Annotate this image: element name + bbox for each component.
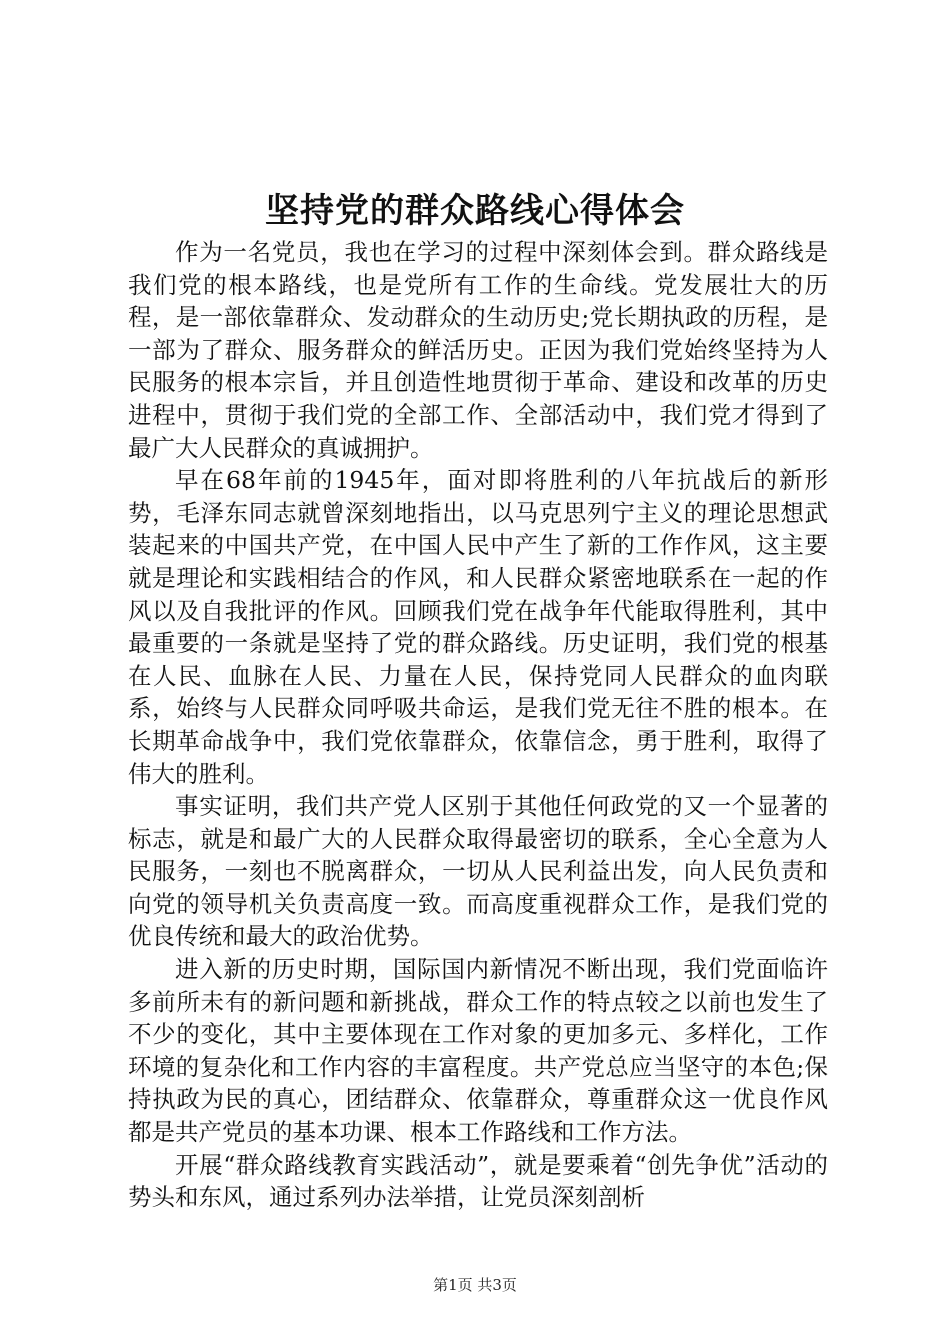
paragraph-5: 开展“群众路线教育实践活动”，就是要乘着“创先争优”活动的势头和东风，通过系列办法举措，让党员深刻剖析	[128, 1150, 828, 1212]
document-title: 坚持党的群众路线心得体会	[265, 191, 685, 231]
paragraph-3: 事实证明，我们共产党人区别于其他任何政党的又一个显著的标志，就是和最广大的人民群众取得最密切的联系，全心全意为人民服务，一刻也不脱离群众，一切从人民利益出发，向人民负责和向党的领导机关负责高度一致。而高度重视群众工作，是我们党的优良传统和最大的政治优势。	[128, 792, 828, 951]
paragraph-2: 早在68年前的1945年，面对即将胜利的八年抗战后的新形势，毛泽东同志就曾深刻地指出，以马克思列宁主义的理论思想武装起来的中国共产党，在中国人民中产生了新的工作作风，这主要就是理论和实践相结合的作风，和人民群众紧密地联系在一起的作风以及自我批评的作风。回顾我们党在战争年代能取得胜利，其中最重要的一条就是坚持了党的群众路线。历史证明，我们党的根基在人民、血脉在人民、力量在人民，保持党同人民群众的血肉联系，始终与人民群众同呼吸共命运，是我们党无往不胜的根本。在长期革命战争中，我们党依靠群众，依靠信念，勇于胜利，取得了伟大的胜利。	[128, 466, 828, 788]
paragraph-4: 进入新的历史时期，国际国内新情况不断出现，我们党面临许多前所未有的新问题和新挑战，群众工作的特点较之以前也发生了不少的变化，其中主要体现在工作对象的更加多元、多样化，工作环境的复杂化和工作内容的丰富程度。共产党总应当坚守的本色;保持执政为民的真心，团结群众、依靠群众，尊重群众这一优良作风都是共产党员的基本功课、根本工作路线和工作方法。	[128, 955, 828, 1147]
page-indicator: 第1页 共3页	[433, 1276, 517, 1294]
page-footer	[0, 1275, 950, 1295]
document-body	[128, 236, 828, 1214]
paragraph-1: 作为一名党员，我也在学习的过程中深刻体会到。群众路线是我们党的根本路线，也是党所有工作的生命线。党发展壮大的历程，是一部依靠群众、发动群众的生动历史;党长期执政的历程，是一部为了群众、服务群众的鲜活历史。正因为我们党始终坚持为人民服务的根本宗旨，并且创造性地贯彻于革命、建设和改革的历史进程中，贯彻于我们党的全部工作、全部活动中，我们党才得到了最广大人民群众的真诚拥护。	[128, 238, 828, 462]
